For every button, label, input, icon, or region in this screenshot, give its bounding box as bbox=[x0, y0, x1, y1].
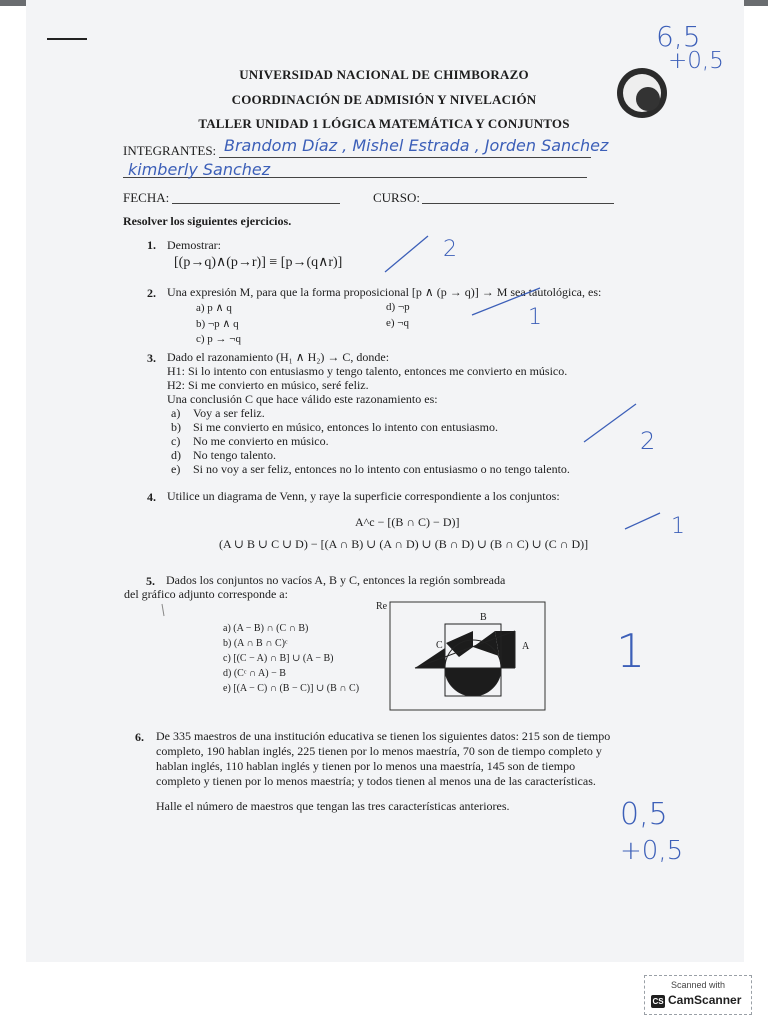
q5-number: 5. bbox=[146, 574, 155, 588]
integrantes-names-1[interactable]: Brandom Díaz , Mishel Estrada , Jorden Sanchez bbox=[224, 136, 609, 155]
q3-number: 3. bbox=[147, 351, 156, 365]
q6-line-1: De 335 maestros de una institución educativa se tienen los siguientes datos: 215 son de tiempo bbox=[156, 729, 611, 743]
university-title: UNIVERSIDAD NACIONAL DE CHIMBORAZO bbox=[239, 67, 529, 82]
q5-option-d: d) (Cᶜ ∩ A) − B bbox=[223, 668, 286, 679]
q2-check-mark bbox=[472, 288, 540, 315]
q5-option-e: e) [(A − C) ∩ (B − C)] ∪ (B ∩ C) bbox=[223, 683, 360, 694]
q5-pencil-tick bbox=[162, 604, 164, 616]
q2-option-e: e) ¬q bbox=[386, 317, 409, 329]
venn-label-a: A bbox=[522, 641, 530, 652]
venn-universe-label: Re bbox=[376, 601, 388, 612]
q4-formula-1: A^c − [(B ∩ C) − D)] bbox=[355, 515, 460, 529]
venn-label-b: B bbox=[480, 612, 487, 623]
q4-score: 1 bbox=[671, 514, 685, 539]
q6-line-4: completo y tienen por lo menos maestría; y todos tienen al menos una de las características. bbox=[156, 774, 596, 788]
q3-option-e-text: Si no voy a ser feliz, entonces no lo intento con entusiasmo o no tengo talento. bbox=[193, 462, 570, 476]
q6-score: 0,5 bbox=[620, 797, 668, 832]
q5-score: 1 bbox=[616, 624, 646, 678]
q4-text: Utilice un diagrama de Venn, y raye la superficie correspondiente a los conjuntos: bbox=[167, 489, 560, 503]
q5-text-line1: Dados los conjuntos no vacíos A, B y C, entonces la región sombreada bbox=[166, 573, 506, 587]
q3-score: 2 bbox=[640, 427, 656, 455]
q3-option-d-text: No tengo talento. bbox=[193, 448, 276, 462]
q2-score: 1 bbox=[528, 305, 542, 330]
q3-option-b-text: Si me convierto en músico, entonces lo intento con entusiasmo. bbox=[193, 420, 498, 434]
q5-option-a: a) (A − B) ∩ (C ∩ B) bbox=[223, 623, 309, 634]
q4-formula-2: (A ∪ B ∪ C ∪ D) − [(A ∩ B) ∪ (A ∩ D) ∪ (B ∩ D) ∪ (B ∩ C) ∪ (C ∩ D)] bbox=[219, 537, 589, 551]
grade-main: 6,5 bbox=[656, 20, 701, 53]
q2-option-c: c) p → ¬q bbox=[196, 333, 241, 345]
q3-option-c-text: No me convierto en músico. bbox=[193, 434, 329, 448]
q2-option-d: d) ¬p bbox=[386, 301, 410, 313]
curso-label: CURSO: bbox=[373, 190, 420, 205]
q3-conclusion: Una conclusión C que hace válido este razonamiento es: bbox=[167, 392, 438, 406]
q2-text: Una expresión M, para que la forma proposicional [p ∧ (p → q)] → M sea tautológica, es: bbox=[167, 285, 602, 299]
workshop-title: TALLER UNIDAD 1 LÓGICA MATEMÁTICA Y CONJUNTOS bbox=[198, 116, 570, 131]
q2-number: 2. bbox=[147, 286, 156, 300]
q2-option-b: b) ¬p ∧ q bbox=[196, 318, 239, 330]
q3-h2: H2: Si me convierto en músico, seré feliz. bbox=[167, 378, 369, 392]
q3-text: Dado el razonamiento (H₁ ∧ H₂) → C, donde: bbox=[167, 350, 390, 364]
venn-label-c: C bbox=[436, 640, 443, 651]
q1-score: 2 bbox=[443, 237, 457, 262]
q4-check-mark bbox=[625, 513, 660, 529]
camscanner-brand: CamScanner bbox=[668, 993, 742, 1007]
q6-bonus: +0,5 bbox=[620, 836, 684, 866]
q3-option-a-key: a) bbox=[171, 406, 181, 420]
q3-option-b-key: b) bbox=[171, 420, 181, 434]
q6-line-3: hablan inglés, 110 hablan inglés y tienen por lo menos una maestría, 145 son de tiempo bbox=[156, 759, 576, 773]
q6-number: 6. bbox=[135, 730, 144, 744]
coordination-title: COORDINACIÓN DE ADMISIÓN Y NIVELACIÓN bbox=[231, 92, 537, 107]
camscanner-logo-icon: CS bbox=[652, 997, 664, 1006]
integrantes-label: INTEGRANTES: bbox=[123, 143, 217, 158]
q5-text-line2: del gráfico adjunto corresponde a: bbox=[124, 587, 288, 601]
q1-check-mark bbox=[385, 236, 428, 272]
q1-text: Demostrar: bbox=[167, 238, 221, 252]
q5-option-b: b) (A ∩ B ∩ C)ᶜ bbox=[223, 638, 288, 649]
fecha-label: FECHA: bbox=[123, 190, 170, 205]
grade-bonus: +0,5 bbox=[668, 48, 724, 74]
q6-line-2: completo, 190 hablan inglés, 225 tienen por lo menos maestría, 70 son de tiempo completo y bbox=[156, 744, 602, 758]
q3-option-e-key: e) bbox=[171, 462, 181, 476]
camscanner-badge bbox=[644, 975, 752, 1015]
q4-number: 4. bbox=[147, 490, 156, 504]
q3-option-c-key: c) bbox=[171, 434, 181, 448]
q3-option-d-key: d) bbox=[171, 448, 181, 462]
scanned-with-label: Scanned with bbox=[670, 980, 726, 990]
integrantes-names-2[interactable]: kimberly Sanchez bbox=[128, 160, 271, 179]
q3-check-mark bbox=[584, 404, 636, 442]
q3-option-a-text: Voy a ser feliz. bbox=[193, 406, 265, 420]
instructions: Resolver los siguientes ejercicios. bbox=[123, 214, 292, 228]
q5-option-c: c) [(C − A) ∩ B] ∪ (A − B) bbox=[223, 653, 334, 664]
q2-option-a: a) p ∧ q bbox=[196, 302, 232, 314]
q1-number: 1. bbox=[147, 238, 156, 252]
q1-formula: [(p→q)∧(p→r)] ≡ [p→(q∧r)] bbox=[174, 255, 343, 270]
q6-ask: Halle el número de maestros que tengan las tres características anteriores. bbox=[156, 799, 510, 813]
q3-h1: H1: Si lo intento con entusiasmo y tengo talento, entonces me convierto en músico. bbox=[167, 364, 568, 378]
